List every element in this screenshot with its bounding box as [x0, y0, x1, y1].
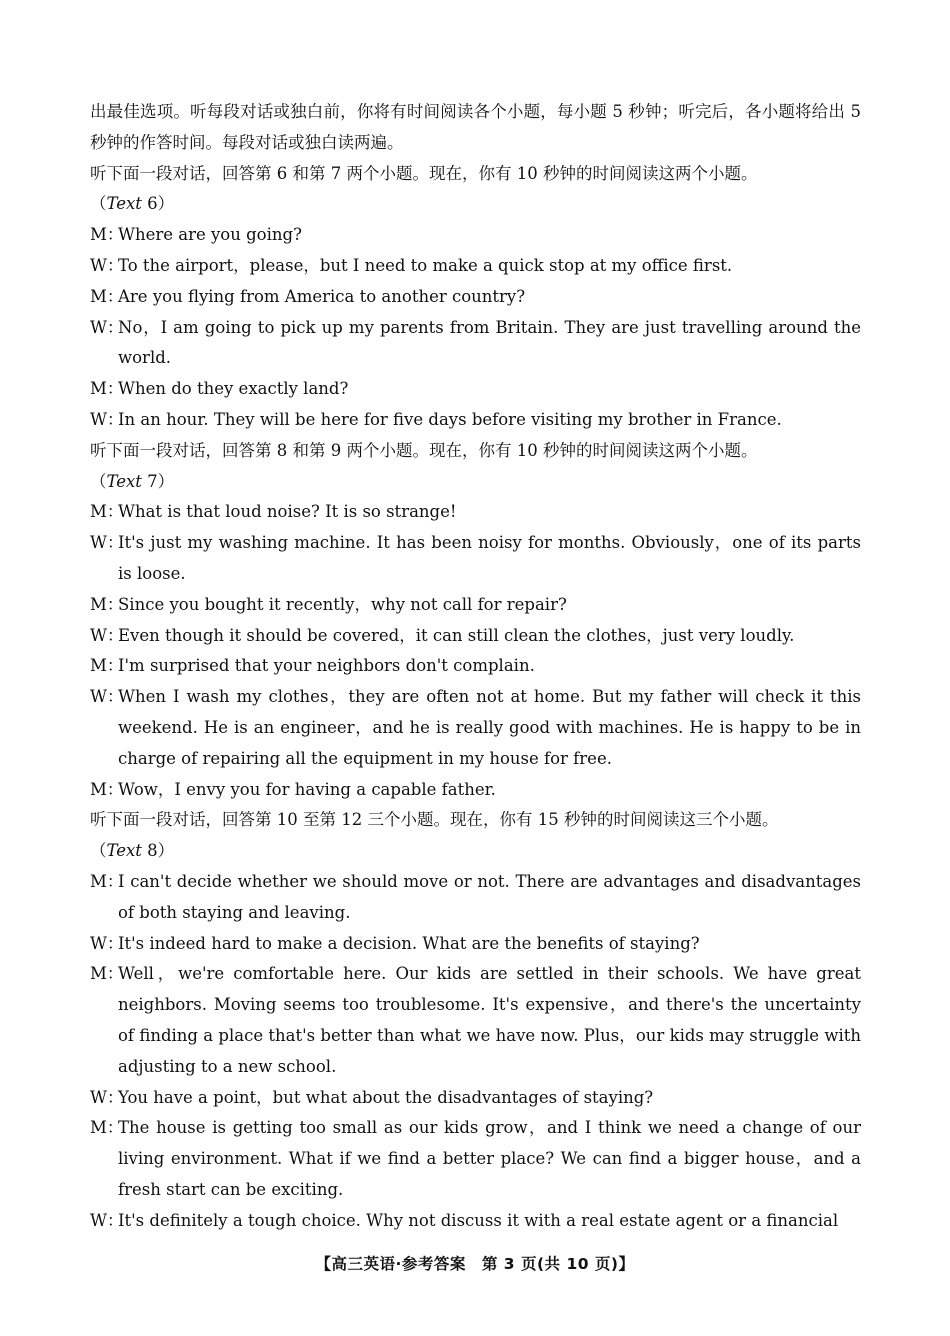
text-label: （Text 6） [90, 194, 175, 214]
dialogue-turn: W：It's indeed hard to make a decision. What are the benefits of staying? [90, 929, 861, 960]
dialogue-turn: W：You have a point，but what about the disadvantages of staying? [90, 1083, 861, 1114]
speaker: M： [90, 286, 124, 306]
speaker: W： [90, 933, 124, 953]
dialogue-turn: M：Since you bought it recently，why not call for repair? [90, 590, 861, 621]
dialogue-turn: W：It's definitely a tough choice. Why not discuss it with a real estate agent or a financial [90, 1206, 861, 1237]
dialogue-turn: M：I can't decide whether we should move or not. There are advantages and disadvantages of both staying and leaving. [90, 867, 861, 929]
speaker: W： [90, 409, 124, 429]
dialogue-turn: M：When do they exactly land? [90, 374, 861, 405]
dialogue-turn: W：In an hour. They will be here for five days before visiting my brother in France. [90, 405, 861, 436]
speaker: M： [90, 379, 124, 399]
speaker: W： [90, 317, 124, 337]
page-footer: 【高三英语·参考答案 第 3 页(共 10 页)】 [315, 1255, 635, 1273]
dialogue-turn: M：I'm surprised that your neighbors don't complain. [90, 651, 861, 682]
speaker: M： [90, 1118, 124, 1138]
section-instruction: 听下面一段对话，回答第 10 至第 12 三个小题。现在，你有 15 秒钟的时间阅读这三个小题。 [90, 810, 779, 830]
text-label: （Text 8） [90, 841, 175, 861]
speaker: M： [90, 502, 124, 522]
dialogue-turn: W：Even though it should be covered，it can still clean the clothes，just very loudly. [90, 621, 861, 652]
dialogue-turn: M：The house is getting too small as our kids grow，and I think we need a change of our living environment. What if we find a better place? We can find a bigger house，and a fresh start can be exciting. [90, 1113, 861, 1205]
speaker: W： [90, 533, 124, 553]
dialogue-turn: M：Well，we're comfortable here. Our kids are settled in their schools. We have great neighbors. Moving seems too troublesome. It's expensive，and there's the uncertainty of finding a place that's better than what we have now. Plus，our kids may struggle with adjusting to a new school. [90, 959, 861, 1082]
dialogue-turn: W：It's just my washing machine. It has been noisy for months. Obviously，one of its parts is loose. [90, 528, 861, 590]
speaker: W： [90, 1087, 124, 1107]
text-label: （Text 7） [90, 471, 175, 491]
document-page [90, 97, 861, 1236]
speaker: W： [90, 255, 124, 275]
speaker: W： [90, 1210, 124, 1230]
speaker: M： [90, 594, 124, 614]
dialogue-turn: M：Wow，I envy you for having a capable father. [90, 775, 861, 806]
speaker: M： [90, 656, 124, 676]
dialogue-turn: W：To the airport，please，but I need to make a quick stop at my office first. [90, 251, 861, 282]
section-instruction: 听下面一段对话，回答第 8 和第 9 两个小题。现在，你有 10 秒钟的时间阅读这两个小题。 [90, 440, 758, 460]
dialogue-turn: M：What is that loud noise? It is so strange! [90, 497, 861, 528]
dialogue-turn: M：Where are you going? [90, 220, 861, 251]
intro-paragraph: 出最佳选项。听每段对话或独白前，你将有时间阅读各个小题，每小题 5 秒钟；听完后，各小题将给出 5 秒钟的作答时间。每段对话或独白读两遍。 [90, 102, 861, 152]
speaker: W： [90, 687, 124, 707]
speaker: M： [90, 225, 124, 245]
speaker: W： [90, 625, 124, 645]
speaker: M： [90, 779, 124, 799]
dialogue-turn: W：When I wash my clothes，they are often not at home. But my father will check it this weekend. He is an engineer，and he is really good with machines. He is happy to be in charge of repairing all the equipment in my house for free. [90, 682, 861, 774]
dialogue-turn: M：Are you flying from America to another country? [90, 282, 861, 313]
dialogue-turn: W：No，I am going to pick up my parents from Britain. They are just travelling around the world. [90, 313, 861, 375]
speaker: M： [90, 964, 124, 984]
speaker: M： [90, 871, 124, 891]
section-instruction: 听下面一段对话，回答第 6 和第 7 两个小题。现在，你有 10 秒钟的时间阅读这两个小题。 [90, 163, 758, 183]
